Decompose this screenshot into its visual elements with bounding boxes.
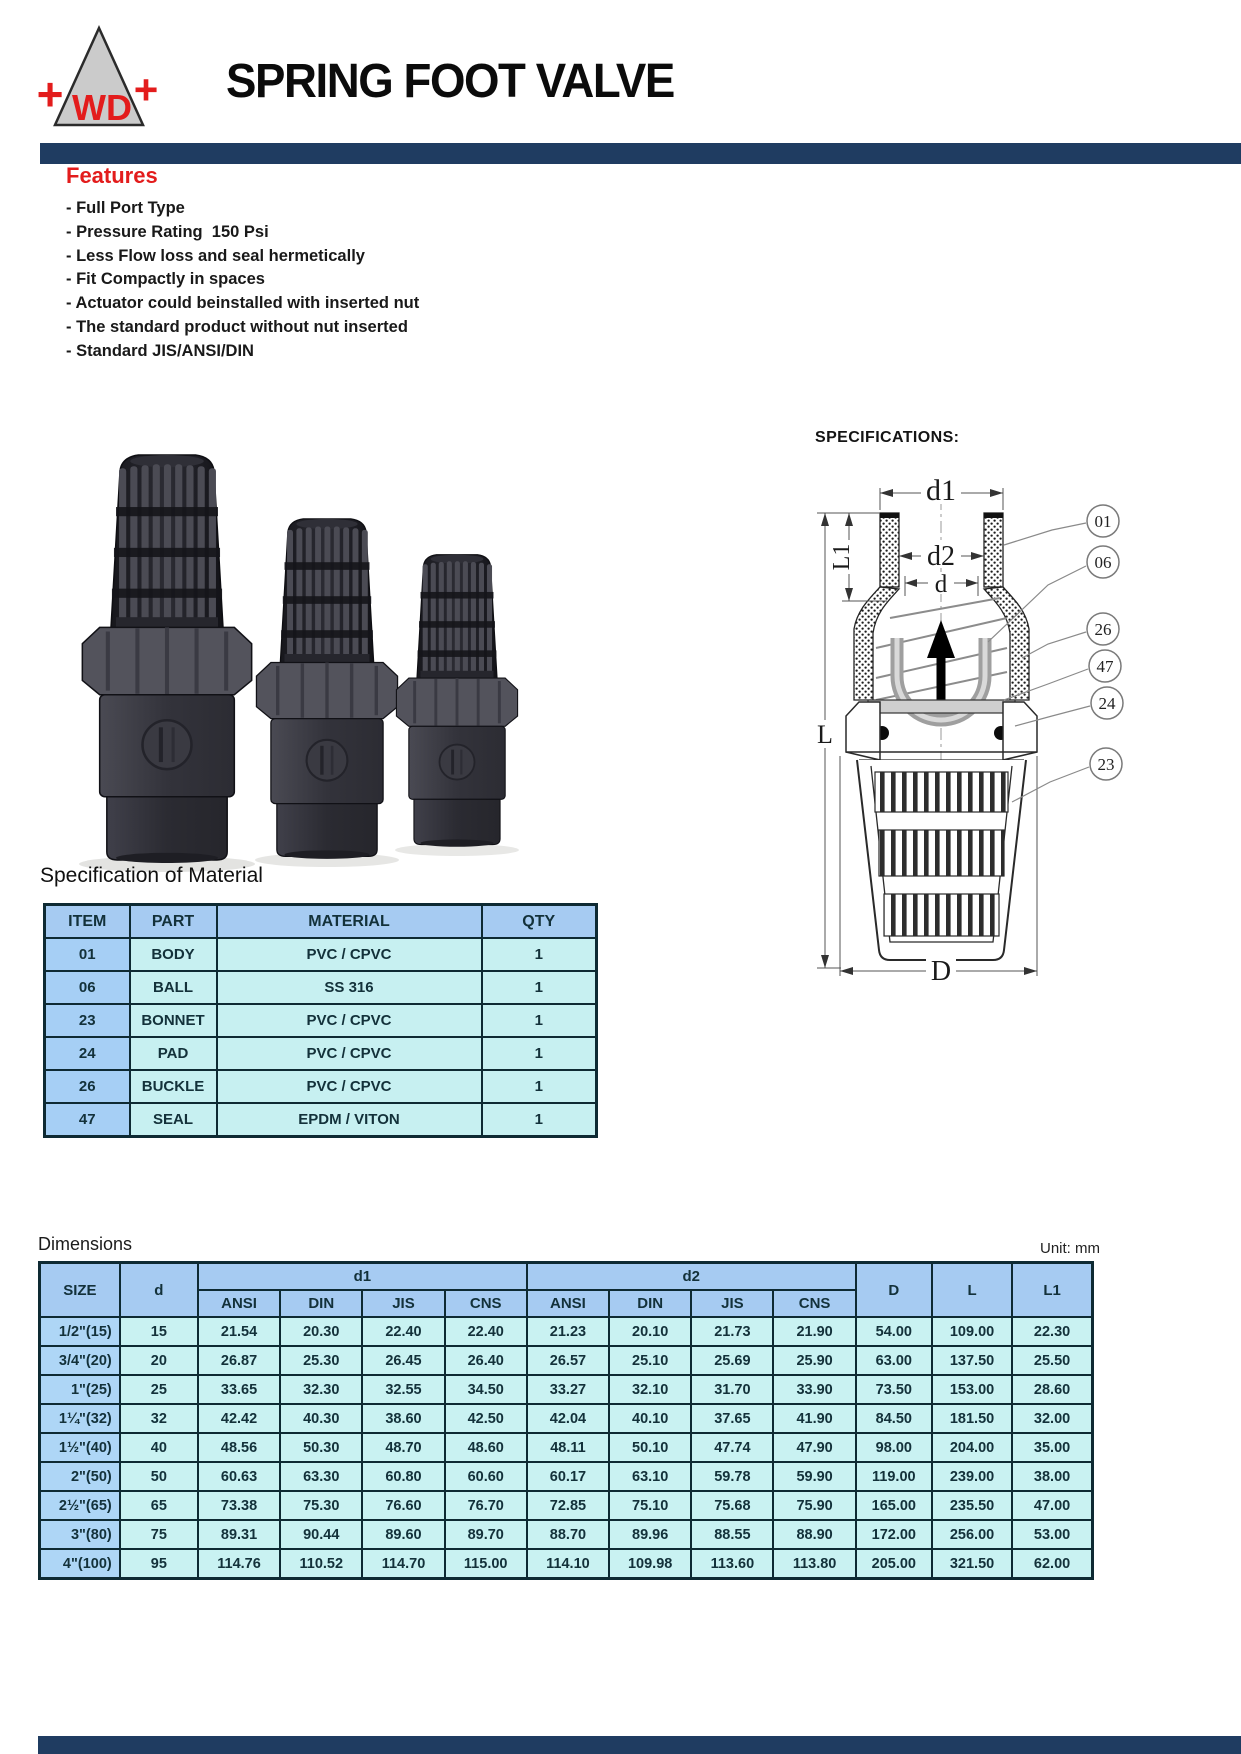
dimensions-table-row xyxy=(40,1549,1093,1579)
callout-06: 06 xyxy=(1094,553,1112,572)
dim-cell-d1-ansi: 60.63 xyxy=(198,1462,280,1491)
callout-47: 47 xyxy=(1096,657,1114,676)
dim-cell-d1-cns: 22.40 xyxy=(445,1317,527,1346)
dim-cell-d2-cns: 21.90 xyxy=(773,1317,855,1346)
material-cell-part: BUCKLE xyxy=(130,1070,217,1103)
company-logo xyxy=(35,20,215,132)
dim-col-d2-din: DIN xyxy=(609,1290,691,1317)
material-cell-item: 06 xyxy=(45,971,130,1004)
material-col-item: ITEM xyxy=(45,905,130,939)
dim-col-d2-group: d2 xyxy=(527,1263,856,1291)
dim-cell-d1-jis: 26.45 xyxy=(362,1346,444,1375)
dim-cell-d1-cns: 42.50 xyxy=(445,1404,527,1433)
material-col-part: PART xyxy=(130,905,217,939)
dimensions-table-row xyxy=(40,1404,1093,1433)
dim-col-d1-jis: JIS xyxy=(362,1290,444,1317)
logo-plus-left: + xyxy=(36,68,64,120)
dim-cell-d1-cns: 26.40 xyxy=(445,1346,527,1375)
dim-cell-d2-jis: 31.70 xyxy=(691,1375,773,1404)
dim-cell-d: 20 xyxy=(120,1346,198,1375)
material-table-row xyxy=(45,1103,597,1137)
material-table-row xyxy=(45,938,597,971)
material-cell-qty: 1 xyxy=(482,1103,597,1137)
dim-col-size: SIZE xyxy=(40,1263,120,1318)
material-cell-qty: 1 xyxy=(482,1004,597,1037)
dim-cell-d1-ansi: 26.87 xyxy=(198,1346,280,1375)
dim-cell-d2-cns: 33.90 xyxy=(773,1375,855,1404)
dim-cell-d2-jis: 21.73 xyxy=(691,1317,773,1346)
material-table-row xyxy=(45,1037,597,1070)
material-cell-qty: 1 xyxy=(482,1037,597,1070)
features-heading: Features xyxy=(66,163,158,188)
dim-cell-size: 4"(100) xyxy=(40,1549,120,1579)
unit-label: Unit: mm xyxy=(1040,1240,1100,1257)
dim-cell-d1-jis: 89.60 xyxy=(362,1520,444,1549)
dim-cell-d2-jis: 25.69 xyxy=(691,1346,773,1375)
dim-col-d: d xyxy=(120,1263,198,1318)
dim-cell-d2-din: 75.10 xyxy=(609,1491,691,1520)
dim-col-d2-ansi: ANSI xyxy=(527,1290,609,1317)
dim-cell-d1-din: 50.30 xyxy=(280,1433,362,1462)
dim-cell-d: 32 xyxy=(120,1404,198,1433)
material-cell-part: PAD xyxy=(130,1037,217,1070)
dim-cell-d2-din: 63.10 xyxy=(609,1462,691,1491)
material-cell-item: 01 xyxy=(45,938,130,971)
dim-cell-d2-din: 40.10 xyxy=(609,1404,691,1433)
material-table-row xyxy=(45,971,597,1004)
dim-cell-d1-din: 25.30 xyxy=(280,1346,362,1375)
dimensions-table-row xyxy=(40,1462,1093,1491)
dim-cell-d2-ansi: 48.11 xyxy=(527,1433,609,1462)
dim-cell-d1-ansi: 73.38 xyxy=(198,1491,280,1520)
dim-cell-size: 2½"(65) xyxy=(40,1491,120,1520)
dimensions-table-row xyxy=(40,1433,1093,1462)
dim-cell-d1-ansi: 21.54 xyxy=(198,1317,280,1346)
dim-cell-d1-jis: 48.70 xyxy=(362,1433,444,1462)
dim-cell-d1-din: 20.30 xyxy=(280,1317,362,1346)
dim-cell-d1-cns: 34.50 xyxy=(445,1375,527,1404)
dim-cell-d: 25 xyxy=(120,1375,198,1404)
dim-cell-d1-ansi: 48.56 xyxy=(198,1433,280,1462)
dim-label-L1: L1 xyxy=(829,543,855,571)
material-cell-material: SS 316 xyxy=(217,971,482,1004)
dim-col-d2-jis: JIS xyxy=(691,1290,773,1317)
feature-item: - Pressure Rating 150 Psi xyxy=(66,222,269,241)
dim-col-d1-ansi: ANSI xyxy=(198,1290,280,1317)
dim-cell-d1-jis: 76.60 xyxy=(362,1491,444,1520)
dim-cell-d: 95 xyxy=(120,1549,198,1579)
dim-label-d1: d1 xyxy=(926,474,956,507)
dim-cell-d1-din: 75.30 xyxy=(280,1491,362,1520)
flow-arrow-head xyxy=(927,620,955,658)
dim-cell-D: 84.50 xyxy=(856,1404,932,1433)
dim-cell-d2-ansi: 33.27 xyxy=(527,1375,609,1404)
feature-item: - The standard product without nut inserted xyxy=(66,317,408,336)
dim-cell-d2-ansi: 60.17 xyxy=(527,1462,609,1491)
dim-cell-d2-cns: 88.90 xyxy=(773,1520,855,1549)
callout-26: 26 xyxy=(1094,620,1112,639)
valve-photo-small xyxy=(396,555,517,847)
dim-cell-d2-ansi: 88.70 xyxy=(527,1520,609,1549)
dim-cell-d1-ansi: 33.65 xyxy=(198,1375,280,1404)
dim-cell-L: 153.00 xyxy=(932,1375,1012,1404)
dim-cell-D: 165.00 xyxy=(856,1491,932,1520)
dim-col-d1-din: DIN xyxy=(280,1290,362,1317)
dimensions-table-body xyxy=(40,1317,1093,1579)
dim-cell-d1-cns: 76.70 xyxy=(445,1491,527,1520)
dimensions-table-row xyxy=(40,1491,1093,1520)
dim-cell-D: 63.00 xyxy=(856,1346,932,1375)
material-cell-qty: 1 xyxy=(482,938,597,971)
dim-cell-d2-din: 25.10 xyxy=(609,1346,691,1375)
features-list xyxy=(66,197,626,364)
dim-col-D: D xyxy=(856,1263,932,1318)
dim-cell-L: 137.50 xyxy=(932,1346,1012,1375)
dim-cell-d2-din: 20.10 xyxy=(609,1317,691,1346)
dim-cell-d2-din: 32.10 xyxy=(609,1375,691,1404)
material-cell-item: 23 xyxy=(45,1004,130,1037)
dim-cell-d2-din: 109.98 xyxy=(609,1549,691,1579)
dim-cell-d1-ansi: 42.42 xyxy=(198,1404,280,1433)
dim-cell-d1-cns: 89.70 xyxy=(445,1520,527,1549)
dim-cell-L: 239.00 xyxy=(932,1462,1012,1491)
logo-plus-right: + xyxy=(133,66,159,113)
dimensions-table-row xyxy=(40,1346,1093,1375)
valve-photo-large xyxy=(82,455,251,863)
dim-cell-d1-jis: 60.80 xyxy=(362,1462,444,1491)
material-cell-material: PVC / CPVC xyxy=(217,1070,482,1103)
dim-cell-d2-jis: 47.74 xyxy=(691,1433,773,1462)
dim-label-d2: d2 xyxy=(927,541,955,572)
material-cell-material: PVC / CPVC xyxy=(217,1004,482,1037)
pad-plate xyxy=(868,700,1015,713)
dim-cell-d1-cns: 60.60 xyxy=(445,1462,527,1491)
material-cell-qty: 1 xyxy=(482,1070,597,1103)
material-cell-part: BODY xyxy=(130,938,217,971)
material-table xyxy=(43,903,598,1138)
specifications-heading: SPECIFICATIONS: xyxy=(815,429,960,446)
dim-cell-d1-din: 110.52 xyxy=(280,1549,362,1579)
dimensions-table xyxy=(38,1261,1094,1580)
dim-cell-d: 15 xyxy=(120,1317,198,1346)
header-divider-bar xyxy=(40,143,1241,164)
material-table-row xyxy=(45,1004,597,1037)
dim-cell-L: 204.00 xyxy=(932,1433,1012,1462)
dim-cell-d1-jis: 114.70 xyxy=(362,1549,444,1579)
material-cell-item: 47 xyxy=(45,1103,130,1137)
dim-cell-L: 109.00 xyxy=(932,1317,1012,1346)
material-table-title: Specification of Material xyxy=(40,864,263,887)
dim-cell-L1: 25.50 xyxy=(1012,1346,1092,1375)
dim-label-L: L xyxy=(817,720,833,749)
dim-cell-L1: 28.60 xyxy=(1012,1375,1092,1404)
material-col-qty: QTY xyxy=(482,905,597,939)
dim-cell-L1: 32.00 xyxy=(1012,1404,1092,1433)
dim-cell-d: 40 xyxy=(120,1433,198,1462)
dim-cell-d2-ansi: 42.04 xyxy=(527,1404,609,1433)
dim-cell-D: 73.50 xyxy=(856,1375,932,1404)
dim-cell-L: 256.00 xyxy=(932,1520,1012,1549)
dim-cell-D: 172.00 xyxy=(856,1520,932,1549)
dim-cell-D: 98.00 xyxy=(856,1433,932,1462)
dim-cell-d1-ansi: 114.76 xyxy=(198,1549,280,1579)
dim-cell-d1-cns: 115.00 xyxy=(445,1549,527,1579)
callout-23: 23 xyxy=(1097,755,1115,774)
dim-col-L: L xyxy=(932,1263,1012,1318)
material-table-body xyxy=(45,938,597,1137)
dim-cell-d1-jis: 32.55 xyxy=(362,1375,444,1404)
dim-cell-d2-ansi: 21.23 xyxy=(527,1317,609,1346)
material-cell-material: PVC / CPVC xyxy=(217,938,482,971)
dim-cell-L1: 47.00 xyxy=(1012,1491,1092,1520)
valve-photo-medium xyxy=(256,519,397,859)
dim-cell-size: 3"(80) xyxy=(40,1520,120,1549)
dim-col-d1-cns: CNS xyxy=(445,1290,527,1317)
dim-cell-L: 321.50 xyxy=(932,1549,1012,1579)
dim-cell-d2-cns: 75.90 xyxy=(773,1491,855,1520)
dim-cell-d2-ansi: 114.10 xyxy=(527,1549,609,1579)
dim-cell-d2-jis: 75.68 xyxy=(691,1491,773,1520)
feature-item: - Full Port Type xyxy=(66,199,185,217)
dim-cell-size: 3/4"(20) xyxy=(40,1346,120,1375)
callout-bubbles xyxy=(1087,505,1123,780)
dim-cell-d: 50 xyxy=(120,1462,198,1491)
dim-cell-d2-cns: 41.90 xyxy=(773,1404,855,1433)
dimensions-table-row xyxy=(40,1520,1093,1549)
dim-cell-d2-ansi: 26.57 xyxy=(527,1346,609,1375)
dim-cell-L: 235.50 xyxy=(932,1491,1012,1520)
dim-cell-D: 205.00 xyxy=(856,1549,932,1579)
dim-cell-d2-jis: 88.55 xyxy=(691,1520,773,1549)
dimensions-group-header-row xyxy=(40,1263,1093,1291)
dim-cell-d2-cns: 113.80 xyxy=(773,1549,855,1579)
dim-cell-L: 181.50 xyxy=(932,1404,1012,1433)
dim-col-L1: L1 xyxy=(1012,1263,1092,1318)
dimensions-table-row xyxy=(40,1317,1093,1346)
dim-cell-L1: 62.00 xyxy=(1012,1549,1092,1579)
feature-item: - Less Flow loss and seal hermetically xyxy=(66,246,365,265)
dim-cell-d2-jis: 37.65 xyxy=(691,1404,773,1433)
material-table-row xyxy=(45,1070,597,1103)
dim-cell-d1-cns: 48.60 xyxy=(445,1433,527,1462)
dim-cell-d1-jis: 22.40 xyxy=(362,1317,444,1346)
dim-cell-d2-cns: 47.90 xyxy=(773,1433,855,1462)
dim-cell-d1-din: 90.44 xyxy=(280,1520,362,1549)
dim-cell-d2-din: 89.96 xyxy=(609,1520,691,1549)
product-photo xyxy=(35,412,535,874)
cross-section-drawing xyxy=(712,455,1162,1010)
dim-cell-d1-ansi: 89.31 xyxy=(198,1520,280,1549)
dim-cell-d2-din: 50.10 xyxy=(609,1433,691,1462)
dim-label-D: D xyxy=(930,956,952,987)
strainer-basket xyxy=(857,760,1026,960)
callout-24: 24 xyxy=(1098,694,1116,713)
dim-cell-d1-din: 32.30 xyxy=(280,1375,362,1404)
dim-cell-d: 75 xyxy=(120,1520,198,1549)
material-cell-item: 24 xyxy=(45,1037,130,1070)
dim-cell-size: 2"(50) xyxy=(40,1462,120,1491)
logo-text: WD xyxy=(72,87,132,128)
dim-col-d2-cns: CNS xyxy=(773,1290,855,1317)
dim-cell-d1-din: 63.30 xyxy=(280,1462,362,1491)
dim-cell-L1: 53.00 xyxy=(1012,1520,1092,1549)
material-cell-material: EPDM / VITON xyxy=(217,1103,482,1137)
material-col-material: MATERIAL xyxy=(217,905,482,939)
dim-cell-d1-din: 40.30 xyxy=(280,1404,362,1433)
dim-label-d: d xyxy=(934,571,948,598)
footer-bar xyxy=(38,1736,1241,1754)
dim-cell-size: 1¼"(32) xyxy=(40,1404,120,1433)
dim-cell-L1: 38.00 xyxy=(1012,1462,1092,1491)
material-cell-part: BALL xyxy=(130,971,217,1004)
dim-cell-L1: 22.30 xyxy=(1012,1317,1092,1346)
material-cell-qty: 1 xyxy=(482,971,597,1004)
material-cell-part: BONNET xyxy=(130,1004,217,1037)
feature-item: - Fit Compactly in spaces xyxy=(66,270,265,289)
dimensions-table-row xyxy=(40,1375,1093,1404)
dim-cell-size: 1"(25) xyxy=(40,1375,120,1404)
material-cell-part: SEAL xyxy=(130,1103,217,1137)
dim-cell-D: 119.00 xyxy=(856,1462,932,1491)
feature-item: - Standard JIS/ANSI/DIN xyxy=(66,341,254,360)
dim-cell-d1-jis: 38.60 xyxy=(362,1404,444,1433)
dim-cell-size: 1½"(40) xyxy=(40,1433,120,1462)
dim-cell-D: 54.00 xyxy=(856,1317,932,1346)
material-header-row xyxy=(45,905,597,939)
material-cell-item: 26 xyxy=(45,1070,130,1103)
dim-cell-d2-jis: 113.60 xyxy=(691,1549,773,1579)
dim-col-d1-group: d1 xyxy=(198,1263,527,1291)
dim-cell-d2-ansi: 72.85 xyxy=(527,1491,609,1520)
feature-item: - Actuator could beinstalled with inserted nut xyxy=(66,294,420,313)
page-title: SPRING FOOT VALVE xyxy=(226,55,674,108)
dim-cell-d2-cns: 59.90 xyxy=(773,1462,855,1491)
dim-cell-d: 65 xyxy=(120,1491,198,1520)
dim-cell-d2-cns: 25.90 xyxy=(773,1346,855,1375)
dimensions-table-title: Dimensions xyxy=(38,1234,133,1254)
callout-01: 01 xyxy=(1094,512,1112,531)
dim-cell-size: 1/2"(15) xyxy=(40,1317,120,1346)
dim-cell-d2-jis: 59.78 xyxy=(691,1462,773,1491)
dim-cell-L1: 35.00 xyxy=(1012,1433,1092,1462)
material-cell-material: PVC / CPVC xyxy=(217,1037,482,1070)
features-section xyxy=(66,163,626,364)
